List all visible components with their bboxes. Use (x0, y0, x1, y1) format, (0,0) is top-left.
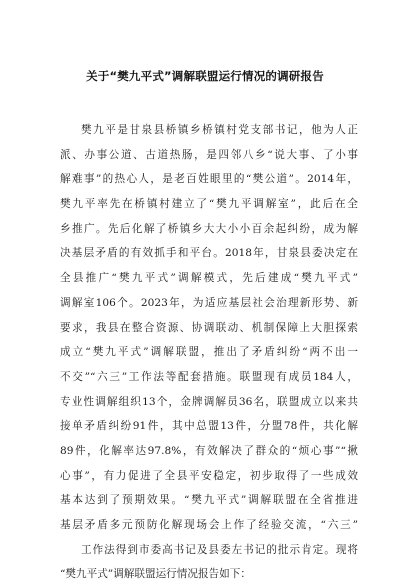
document-title: 关于“樊九平式”调解联盟运行情况的调研报告 (86, 69, 324, 83)
body-line: 调解室106个。2023年，为适应基层社会治理新形势、新 (60, 296, 358, 309)
body-line: 接单矛盾纠纷91件，其中总盟13件，分盟78件，共化解 (60, 420, 358, 433)
body-line: 工作法得到市委高书记及县委左书记的批示肯定。现将 (81, 543, 358, 556)
body-line: 樊九平是甘泉县桥镇乡桥镇村党支部书记，他为人正 (81, 124, 358, 136)
body-line: 派、办事公道、古道热肠，是四邻八乡“说大事、了小事 (60, 148, 358, 161)
body-line: 乡推广。先后化解了桥镇乡大大小小百余起纠纷，成为解 (60, 222, 358, 235)
body-line: 要求，我县在整合资源、协调联动、机制保障上大胆探索 (60, 321, 358, 334)
body-line: 全县推广“樊九平式”调解模式，先后建成“樊九平式” (60, 272, 358, 285)
body-line: 基层矛盾多元预防化解现场会上作了经验交流，“六三” (60, 519, 358, 531)
body-line: 决基层矛盾的有效抓手和平台。2018年，甘泉县委决定在 (60, 247, 358, 260)
document-body (60, 118, 358, 587)
body-line: 成立“樊九平式”调解联盟，推出了矛盾纠纷“两不出一 (60, 346, 358, 359)
body-line: 心事”，有力促进了全县平安稳定，初步取得了一些成效 (60, 469, 358, 482)
body-line: 专业性调解组织13个，金牌调解员36名，联盟成立以来共 (60, 395, 358, 408)
body-line: 不交”“六三”工作法等配套措施。联盟现有成员184人， (60, 370, 358, 383)
body-line: “樊九平式”调解联盟运行情况报告如下： (60, 568, 251, 581)
body-line: 89件，化解率达97.8%，有效解决了群众的“烦心事”“揪 (60, 444, 358, 457)
body-line: 基本达到了预期效果。“樊九平式”调解联盟在全省推进 (60, 494, 358, 507)
body-line: 樊九平率先在桥镇村建立了“樊九平调解室”，此后在全 (60, 198, 358, 211)
body-line: 解难事”的热心人，是老百姓眼里的“樊公道”。2014年， (60, 173, 358, 186)
